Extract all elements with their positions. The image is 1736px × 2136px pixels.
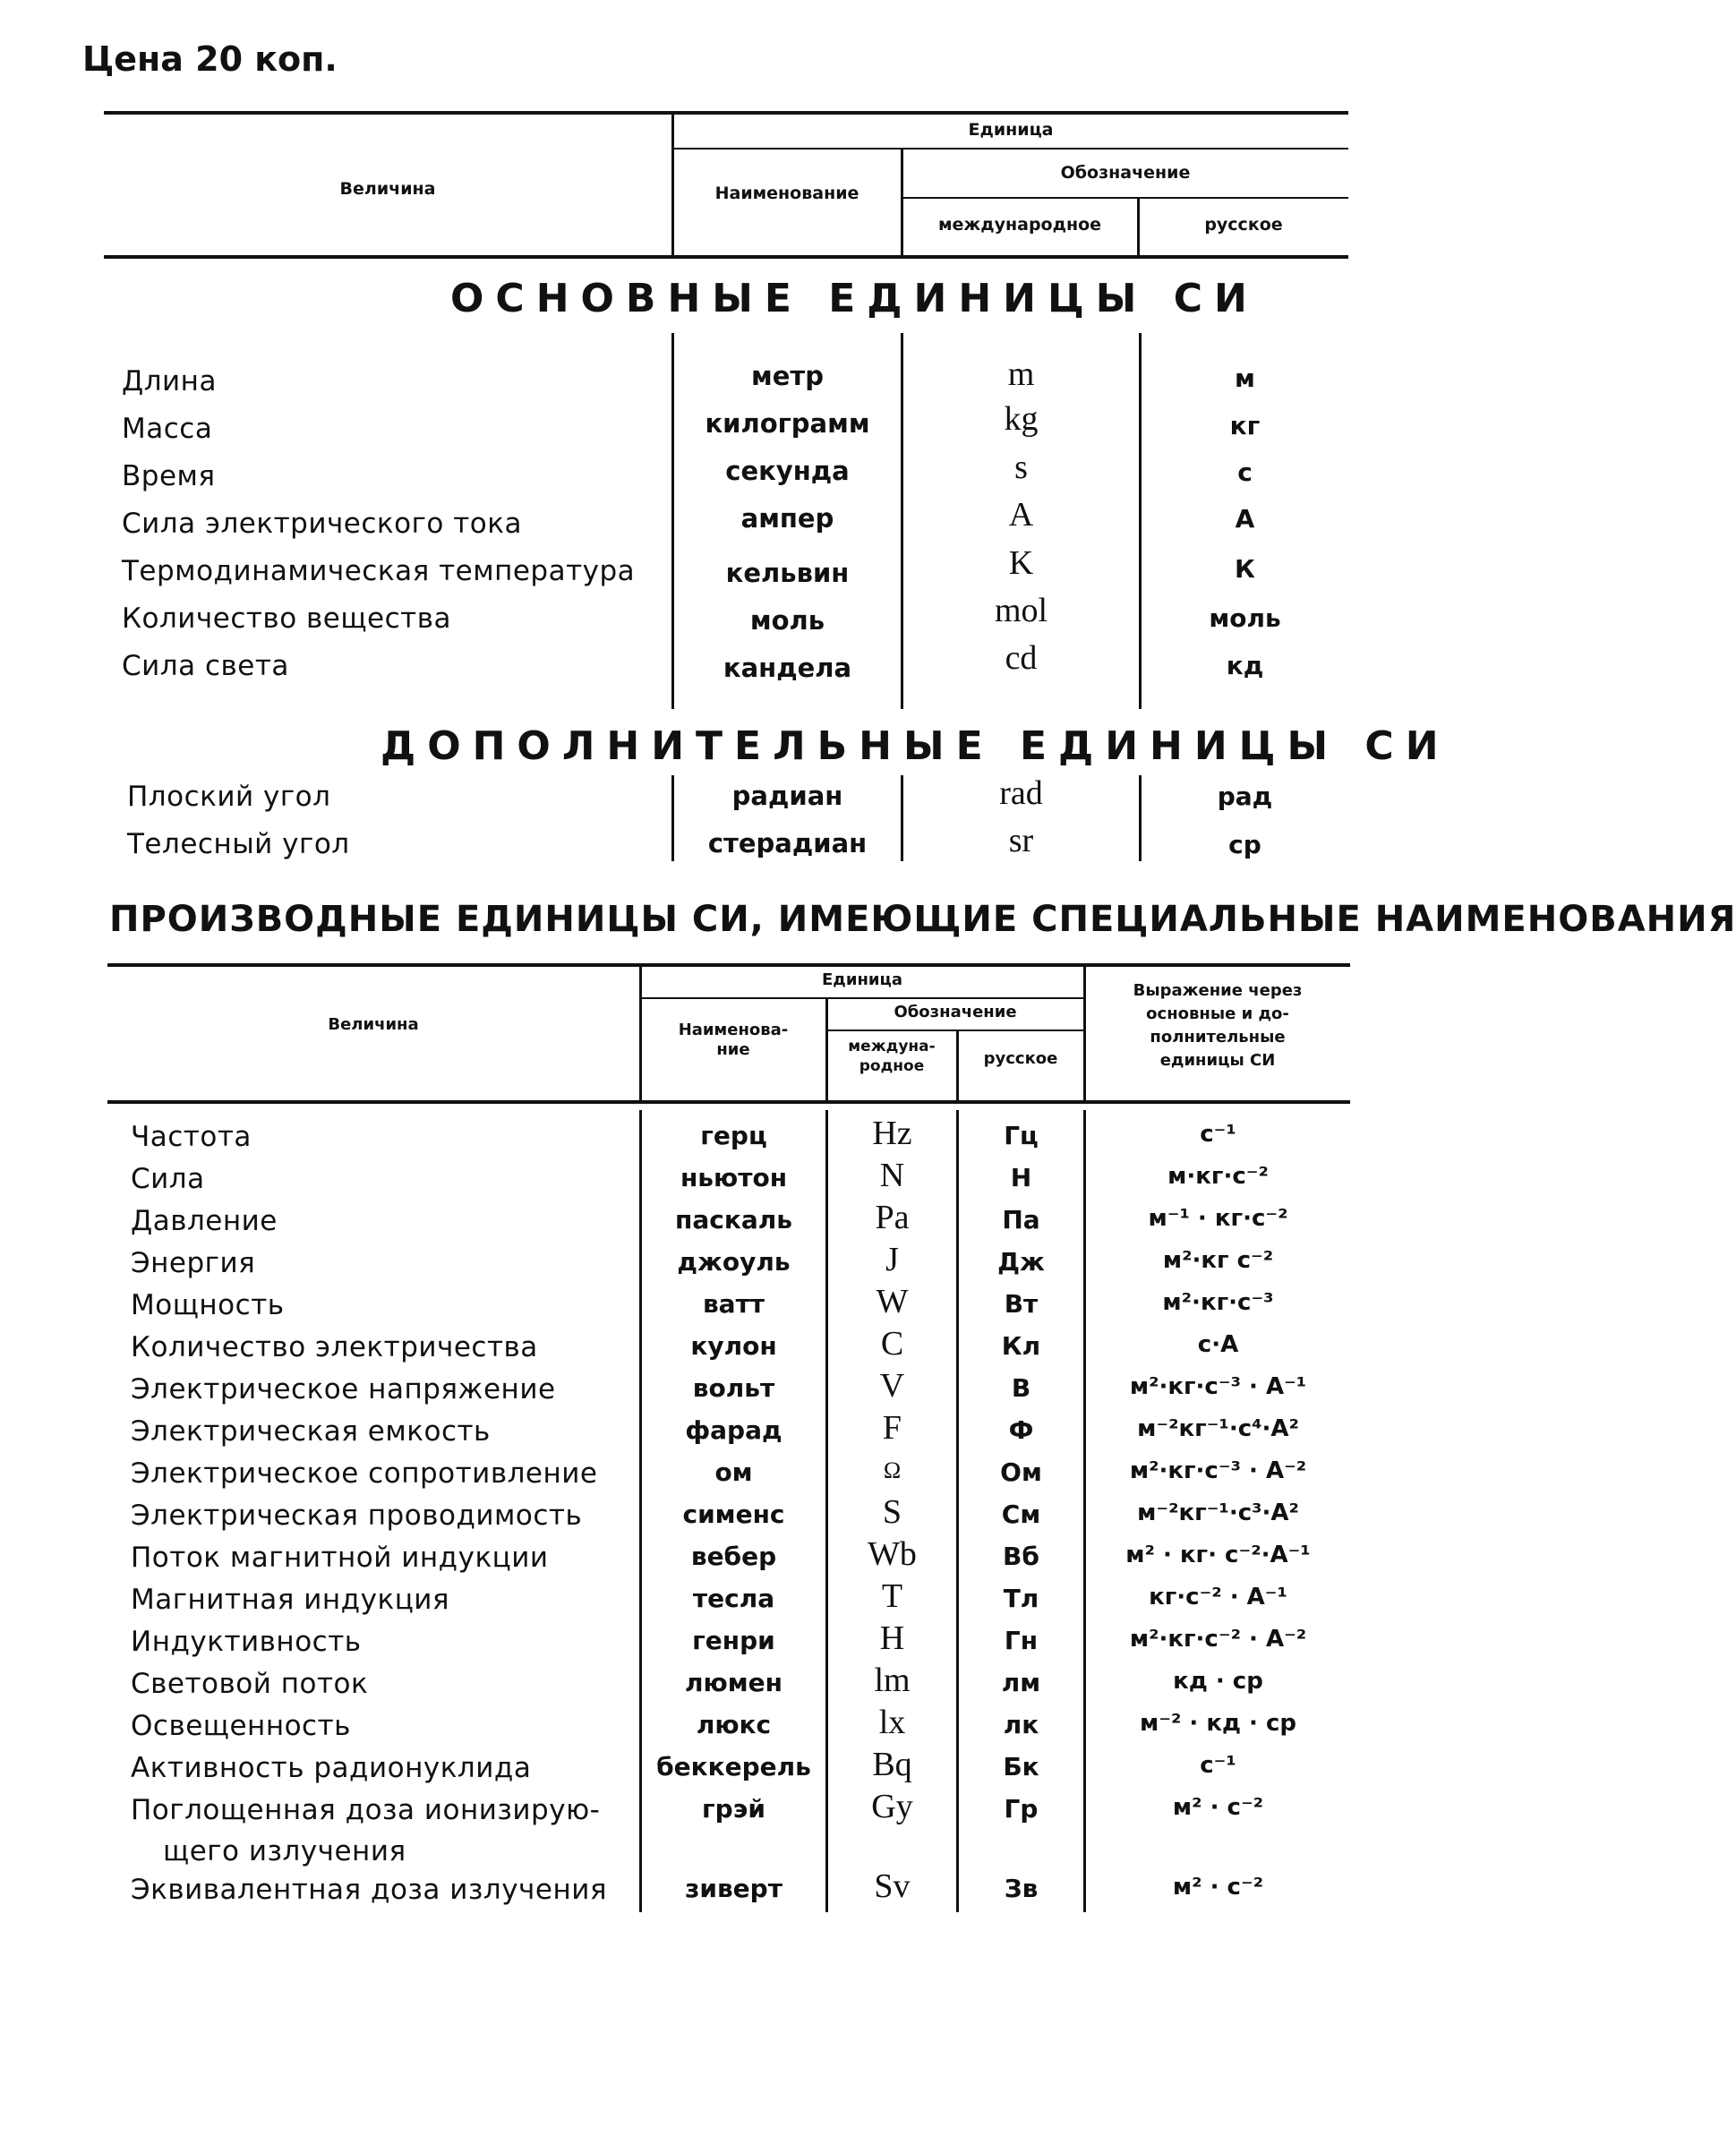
rus-symbol-cell: К xyxy=(1235,554,1255,584)
unit-name-cell: ватт xyxy=(702,1289,765,1319)
price-label: Цена 20 коп. xyxy=(82,39,338,79)
header-unit: Единица xyxy=(822,970,902,989)
rus-symbol-cell: См xyxy=(1001,1499,1041,1529)
quantity-cell: Поток магнитной индукции xyxy=(131,1542,549,1574)
si-expression-cell: с⁻¹ xyxy=(1200,1752,1236,1779)
intl-symbol-cell: S xyxy=(882,1493,902,1531)
unit-name-cell: кулон xyxy=(690,1331,777,1361)
unit-name-cell: вольт xyxy=(692,1373,775,1403)
header-international: международное xyxy=(937,215,1102,235)
intl-symbol-cell: F xyxy=(882,1409,902,1447)
intl-symbol-cell: Gy xyxy=(871,1788,913,1825)
si-expression-cell: с⁻¹ xyxy=(1200,1121,1236,1148)
intl-symbol-cell: J xyxy=(885,1241,899,1278)
si-expression-cell: м²·кг·с⁻² · А⁻² xyxy=(1129,1626,1307,1653)
intl-symbol-cell: Bq xyxy=(872,1746,912,1783)
quantity-cell: Сила света xyxy=(122,650,289,682)
header-expression: Выражение через основные и до- полнительные единицы СИ xyxy=(1133,981,1303,1070)
unit-name-cell: секунда xyxy=(725,456,850,486)
intl-symbol-cell: W xyxy=(876,1283,909,1320)
si-expression-cell: м²·кг с⁻² xyxy=(1162,1247,1274,1274)
quantity-cell: Электрическое сопротивление xyxy=(131,1457,598,1490)
unit-name-cell: кельвин xyxy=(725,558,850,588)
quantity-cell: Количество вещества xyxy=(122,602,451,635)
intl-symbol-cell: kg xyxy=(1004,400,1039,438)
si-expression-cell: кд · ср xyxy=(1173,1668,1263,1695)
unit-name-cell: ньютон xyxy=(680,1163,788,1192)
unit-name-cell: вебер xyxy=(690,1542,777,1571)
header-quantity: Величина xyxy=(339,179,436,199)
unit-name-cell: сименс xyxy=(682,1499,785,1529)
rus-symbol-cell: ср xyxy=(1228,830,1261,859)
intl-symbol-cell: V xyxy=(879,1367,905,1405)
rule-h xyxy=(827,1030,1083,1031)
header-name: Наименование xyxy=(714,184,859,203)
quantity-cell-continuation: щего излучения xyxy=(163,1835,406,1867)
rus-symbol-cell: лк xyxy=(1003,1710,1039,1739)
si-expression-cell: м² · с⁻² xyxy=(1172,1794,1264,1821)
quantity-cell: Индуктивность xyxy=(131,1626,362,1658)
rus-symbol-cell: с xyxy=(1237,457,1253,487)
quantity-cell: Сила xyxy=(131,1163,205,1195)
unit-name-cell: генри xyxy=(692,1626,775,1655)
rus-symbol-cell: В xyxy=(1011,1373,1031,1403)
header-russian: русское xyxy=(1204,215,1283,235)
intl-symbol-cell: C xyxy=(880,1325,904,1363)
unit-name-cell: джоуль xyxy=(677,1247,791,1277)
intl-symbol-cell: T xyxy=(881,1577,903,1615)
rule-top xyxy=(107,963,1350,967)
unit-name-cell: люмен xyxy=(685,1668,782,1697)
quantity-cell: Масса xyxy=(122,413,213,445)
intl-symbol-cell: sr xyxy=(1008,822,1034,859)
rus-symbol-cell: Вб xyxy=(1003,1542,1039,1571)
rule-bottom xyxy=(104,255,1348,259)
unit-name-cell: радиан xyxy=(731,781,843,811)
rus-symbol-cell: Дж xyxy=(997,1247,1045,1277)
intl-symbol-cell: A xyxy=(1008,496,1034,534)
intl-symbol-cell: m xyxy=(1007,355,1035,393)
unit-name-cell: грэй xyxy=(702,1794,765,1824)
rus-symbol-cell: лм xyxy=(1001,1668,1041,1697)
header-unit: Единица xyxy=(968,120,1054,140)
rus-symbol-cell: Ом xyxy=(1000,1457,1042,1487)
unit-name-cell: зиверт xyxy=(685,1874,782,1903)
quantity-cell: Эквивалентная доза излучения xyxy=(131,1874,608,1906)
intl-symbol-cell: Hz xyxy=(872,1115,912,1152)
derived-units-title: ПРОИЗВОДНЫЕ ЕДИНИЦЫ СИ, ИМЕЮЩИЕ СПЕЦИАЛЬНЫЕ НАИМЕНОВАНИЯ xyxy=(109,899,1736,940)
unit-name-cell: стерадиан xyxy=(707,828,868,859)
rus-symbol-cell: Тл xyxy=(1003,1584,1039,1613)
intl-symbol-cell: mol xyxy=(994,592,1048,629)
unit-name-cell: люкс xyxy=(696,1710,772,1739)
si-expression-cell: м² · кг· с⁻²·А⁻¹ xyxy=(1125,1542,1311,1568)
header-designation: Обозначение xyxy=(894,1003,1017,1021)
quantity-cell: Количество электричества xyxy=(131,1331,538,1363)
unit-name-cell: моль xyxy=(749,605,825,636)
quantity-cell: Мощность xyxy=(131,1289,285,1321)
intl-symbol-cell: N xyxy=(879,1157,905,1194)
unit-name-cell: фарад xyxy=(685,1415,782,1445)
quantity-cell: Освещенность xyxy=(131,1710,351,1742)
rule-bottom xyxy=(107,1100,1350,1104)
intl-symbol-cell: Pa xyxy=(875,1199,910,1236)
unit-name-cell: килограмм xyxy=(705,408,870,439)
section-title-supplementary: ДОПОЛНИТЕЛЬНЫЕ ЕДИНИЦЫ СИ xyxy=(381,723,1450,769)
si-expression-cell: м²·кг·с⁻³ · А⁻² xyxy=(1129,1457,1307,1484)
intl-symbol-cell: lm xyxy=(874,1662,911,1699)
quantity-cell: Поглощенная доза ионизирую- xyxy=(131,1794,601,1826)
quantity-cell: Световой поток xyxy=(131,1668,369,1700)
si-expression-cell: м²·кг·с⁻³ · А⁻¹ xyxy=(1129,1373,1307,1400)
header-international: междуна- родное xyxy=(848,1038,936,1075)
rus-symbol-cell: м xyxy=(1235,363,1255,393)
intl-symbol-cell: lx xyxy=(878,1704,906,1741)
quantity-cell: Плоский угол xyxy=(127,781,331,813)
unit-name-cell: ампер xyxy=(740,503,834,534)
unit-name-cell: метр xyxy=(751,361,824,391)
intl-symbol-cell: K xyxy=(1008,544,1034,582)
unit-name-cell: паскаль xyxy=(675,1205,792,1235)
si-expression-cell: с·А xyxy=(1197,1331,1239,1358)
rus-symbol-cell: рад xyxy=(1217,782,1273,811)
header-russian: русское xyxy=(983,1049,1058,1068)
intl-symbol-cell: Ω xyxy=(883,1457,902,1483)
rule-h xyxy=(641,997,1083,999)
rus-symbol-cell: кг xyxy=(1229,411,1261,440)
quantity-cell: Сила электрического тока xyxy=(122,508,522,540)
header-name: Наименова- ние xyxy=(678,1021,789,1059)
quantity-cell: Телесный угол xyxy=(127,828,350,860)
quantity-cell: Давление xyxy=(131,1205,278,1237)
si-expression-cell: м⁻¹ · кг·с⁻² xyxy=(1148,1205,1288,1232)
si-expression-cell: м⁻²кг⁻¹·с³·А² xyxy=(1137,1499,1299,1526)
rus-symbol-cell: А xyxy=(1235,504,1255,534)
unit-name-cell: ом xyxy=(714,1457,753,1487)
quantity-cell: Электрическое напряжение xyxy=(131,1373,556,1405)
si-expression-cell: м·кг·с⁻² xyxy=(1167,1163,1269,1190)
intl-symbol-cell: Wb xyxy=(868,1535,917,1573)
rule-h xyxy=(673,148,1348,150)
quantity-cell: Частота xyxy=(131,1121,252,1153)
quantity-cell: Время xyxy=(122,460,216,492)
quantity-cell: Термодинамическая температура xyxy=(122,555,636,587)
quantity-cell: Магнитная индукция xyxy=(131,1584,450,1616)
rus-symbol-cell: Зв xyxy=(1004,1874,1039,1903)
rule-top xyxy=(104,111,1348,115)
rus-symbol-cell: моль xyxy=(1209,603,1281,633)
header-quantity: Величина xyxy=(328,1015,419,1034)
unit-name-cell: кандела xyxy=(723,653,852,683)
rus-symbol-cell: Н xyxy=(1010,1163,1032,1192)
rus-symbol-cell: Гн xyxy=(1004,1626,1039,1655)
intl-symbol-cell: rad xyxy=(999,774,1043,812)
intl-symbol-cell: H xyxy=(879,1619,905,1657)
section-title-base: ОСНОВНЫЕ ЕДИНИЦЫ СИ xyxy=(450,276,1259,321)
intl-symbol-cell: Sv xyxy=(874,1867,911,1905)
rule-h xyxy=(902,197,1348,199)
si-expression-cell: кг·с⁻² · А⁻¹ xyxy=(1149,1584,1287,1611)
unit-name-cell: тесла xyxy=(692,1584,775,1613)
unit-name-cell: герц xyxy=(700,1121,767,1150)
rus-symbol-cell: Гр xyxy=(1004,1794,1039,1824)
rus-symbol-cell: Па xyxy=(1002,1205,1040,1235)
quantity-cell: Длина xyxy=(122,365,217,397)
rus-symbol-cell: кд xyxy=(1226,651,1264,680)
quantity-cell: Электрическая емкость xyxy=(131,1415,491,1448)
intl-symbol-cell: cd xyxy=(1005,639,1038,677)
quantity-cell: Энергия xyxy=(131,1247,256,1279)
si-expression-cell: м² · с⁻² xyxy=(1172,1874,1264,1901)
rus-symbol-cell: Бк xyxy=(1003,1752,1039,1781)
quantity-cell: Электрическая проводимость xyxy=(131,1499,583,1532)
intl-symbol-cell: s xyxy=(1014,449,1028,486)
header-designation: Обозначение xyxy=(1060,163,1191,183)
si-expression-cell: м⁻²кг⁻¹·с⁴·А² xyxy=(1137,1415,1299,1442)
rus-symbol-cell: Кл xyxy=(1001,1331,1041,1361)
si-expression-cell: м⁻² · кд · ср xyxy=(1140,1710,1296,1737)
rus-symbol-cell: Гц xyxy=(1004,1121,1039,1150)
rus-symbol-cell: Вт xyxy=(1004,1289,1039,1319)
quantity-cell: Активность радионуклида xyxy=(131,1752,532,1784)
unit-name-cell: беккерель xyxy=(656,1752,811,1781)
rus-symbol-cell: Ф xyxy=(1008,1415,1034,1445)
si-expression-cell: м²·кг·с⁻³ xyxy=(1162,1289,1274,1316)
